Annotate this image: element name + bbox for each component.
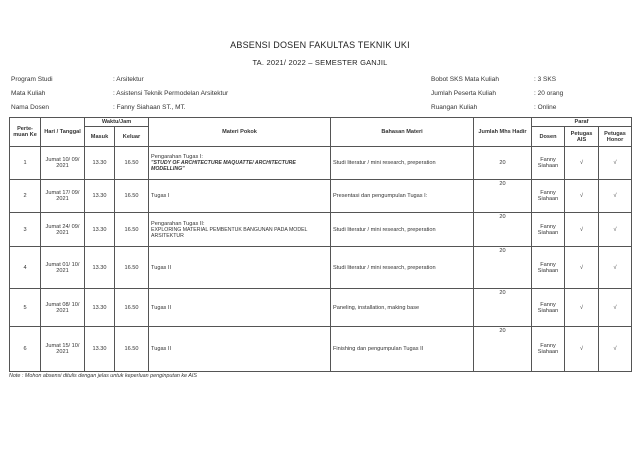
cell-pertemuan: 2	[10, 180, 41, 213]
header-materi-pokok: Materi Pokok	[149, 118, 331, 147]
label-mata-kuliah: Mata Kuliah	[11, 90, 46, 97]
cell-bahasan: Studi literatur / mini research, preperation	[331, 213, 474, 247]
cell-hadir: 20	[474, 247, 532, 289]
cell-dosen: Fanny Siahaan	[532, 247, 565, 289]
cell-hadir: 20	[474, 147, 532, 180]
cell-ais-check: √	[565, 327, 599, 372]
header-dosen: Dosen	[532, 127, 565, 147]
table-row	[10, 147, 632, 180]
table-row	[10, 247, 632, 289]
label-ruangan: Ruangan Kuliah	[431, 104, 478, 111]
cell-ais-check: √	[565, 247, 599, 289]
cell-pertemuan: 5	[10, 289, 41, 327]
value-mata-kuliah: : Asistensi Teknik Permodelan Arsitektur	[113, 90, 229, 97]
materi-subtext: "STUDY OF ARCHITECTURE MAQUATTE/ ARCHITECTURE MODELLING"	[151, 160, 296, 172]
cell-materi	[149, 213, 331, 247]
cell-bahasan: Finishing dan pengumpulan Tugas II	[331, 327, 474, 372]
cell-tanggal: Jumat 17/ 09/ 2021	[41, 180, 85, 213]
cell-ais-check: √	[565, 180, 599, 213]
cell-materi: Tugas II	[149, 327, 331, 372]
cell-masuk: 13.30	[85, 213, 115, 247]
cell-dosen: Fanny Siahaan	[532, 180, 565, 213]
cell-bahasan: Presentasi dan pengumpulan Tugas I:	[331, 180, 474, 213]
table-row	[10, 180, 632, 213]
label-bobot-sks: Bobot SKS Mata Kuliah	[431, 76, 499, 83]
cell-masuk: 13.30	[85, 247, 115, 289]
header-hari-tanggal: Hari / Tanggal	[41, 118, 85, 147]
table-row	[10, 213, 632, 247]
cell-honor-check: √	[599, 180, 632, 213]
table-row	[10, 327, 632, 372]
cell-honor-check: √	[599, 327, 632, 372]
cell-pertemuan: 1	[10, 147, 41, 180]
cell-masuk: 13.30	[85, 180, 115, 213]
cell-materi	[149, 147, 331, 180]
cell-tanggal: Jumat 01/ 10/ 2021	[41, 247, 85, 289]
cell-hadir: 20	[474, 327, 532, 372]
cell-honor-check: √	[599, 147, 632, 180]
cell-materi: Tugas I	[149, 180, 331, 213]
document-title: ABSENSI DOSEN FAKULTAS TEKNIK UKI	[230, 40, 410, 50]
cell-dosen: Fanny Siahaan	[532, 147, 565, 180]
cell-ais-check: √	[565, 147, 599, 180]
cell-hadir: 20	[474, 213, 532, 247]
header-bahasan-materi: Bahasan Materi	[331, 118, 474, 147]
header-paraf: Paraf	[532, 118, 632, 127]
cell-keluar: 16.50	[115, 289, 149, 327]
cell-materi: Tugas II	[149, 289, 331, 327]
cell-bahasan: Studi literatur / mini research, preperation	[331, 147, 474, 180]
value-program-studi: : Arsitektur	[113, 76, 144, 83]
label-jumlah-peserta: Jumlah Peserta Kuliah	[431, 90, 497, 97]
header-petugas-honor: Petugas Honor	[599, 127, 632, 147]
document-subtitle: TA. 2021/ 2022 – SEMESTER GANJIL	[252, 58, 388, 67]
value-bobot-sks: : 3 SKS	[534, 76, 557, 83]
footer-note: Note : Mohon absensi ditulis dengan jelas untuk keperluan penginputan ke AIS	[9, 373, 198, 379]
cell-honor-check: √	[599, 213, 632, 247]
header-keluar: Keluar	[115, 127, 149, 147]
header-masuk: Masuk	[85, 127, 115, 147]
value-nama-dosen: : Fanny Siahaan ST., MT.	[113, 104, 186, 111]
cell-masuk: 13.30	[85, 327, 115, 372]
header-pertemuan: Perte-muan Ke	[10, 118, 41, 147]
label-nama-dosen: Nama Dosen	[11, 104, 49, 111]
attendance-table	[9, 117, 632, 372]
cell-tanggal: Jumat 24/ 09/ 2021	[41, 213, 85, 247]
cell-keluar: 16.50	[115, 180, 149, 213]
cell-pertemuan: 3	[10, 213, 41, 247]
header-waktu: Waktu/Jam	[85, 118, 149, 127]
cell-tanggal: Jumat 15/ 10/ 2021	[41, 327, 85, 372]
cell-masuk: 13.30	[85, 147, 115, 180]
cell-dosen: Fanny Siahaan	[532, 289, 565, 327]
cell-keluar: 16.50	[115, 247, 149, 289]
cell-pertemuan: 6	[10, 327, 41, 372]
cell-honor-check: √	[599, 247, 632, 289]
materi-text: Pengarahan Tugas I:	[151, 154, 203, 160]
cell-bahasan: Studi literatur / mini research, preperation	[331, 247, 474, 289]
cell-materi: Tugas II	[149, 247, 331, 289]
table-row	[10, 289, 632, 327]
value-ruangan: : Online	[534, 104, 557, 111]
header-petugas-ais: Petugas AIS	[565, 127, 599, 147]
cell-dosen: Fanny Siahaan	[532, 327, 565, 372]
cell-pertemuan: 4	[10, 247, 41, 289]
cell-honor-check: √	[599, 289, 632, 327]
cell-dosen: Fanny Siahaan	[532, 213, 565, 247]
cell-keluar: 16.50	[115, 327, 149, 372]
cell-masuk: 13.30	[85, 289, 115, 327]
cell-tanggal: Jumat 10/ 09/ 2021	[41, 147, 85, 180]
materi-subtext: EXPLORING MATERIAL PEMBENTUK BANGUNAN PADA MODEL ARSITEKTUR	[151, 226, 308, 239]
header-jumlah-hadir: Jumlah Mhs Hadir	[474, 118, 532, 147]
cell-hadir: 20	[474, 289, 532, 327]
label-program-studi: Program Studi	[11, 76, 53, 83]
cell-keluar: 16.50	[115, 147, 149, 180]
cell-tanggal: Jumat 08/ 10/ 2021	[41, 289, 85, 327]
value-jumlah-peserta: : 20 orang	[534, 90, 564, 97]
cell-hadir: 20	[474, 180, 532, 213]
cell-ais-check: √	[565, 289, 599, 327]
cell-keluar: 16.50	[115, 213, 149, 247]
cell-bahasan: Paneling, installation, making base	[331, 289, 474, 327]
cell-ais-check: √	[565, 213, 599, 247]
materi-text: Pengarahan Tugas II:	[151, 220, 205, 227]
